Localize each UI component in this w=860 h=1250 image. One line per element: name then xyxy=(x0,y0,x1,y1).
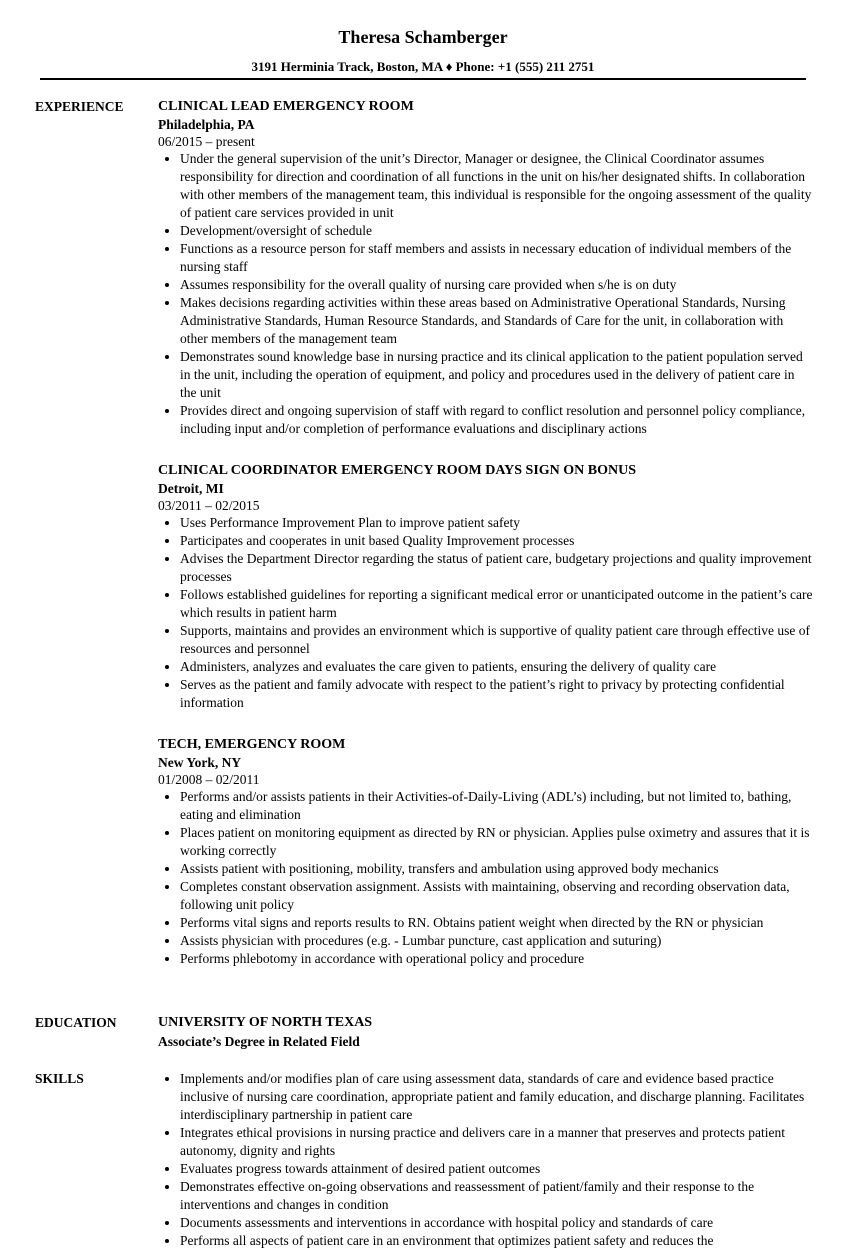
skill-bullet: • Integrates ethical provisions in nursing practice and delivers care in a manner that preserves and protects patient autonomy, dignity and rights xyxy=(180,1124,813,1160)
candidate-name: Theresa Schamberger xyxy=(338,27,508,47)
skill-bullet: • Demonstrates effective on-going observations and reassessment of patient/family and their response to the interventions and changes in condition xyxy=(180,1178,813,1214)
skill-bullet: • Evaluates progress towards attainment of desired patient outcomes xyxy=(180,1160,813,1178)
job-dates: 06/2015 – present xyxy=(158,134,255,149)
job-location: Philadelphia, PA xyxy=(158,117,255,132)
skills-entry xyxy=(158,1070,813,1250)
job-bullet: • Participates and cooperates in unit based Quality Improvement processes xyxy=(180,532,813,550)
job-location: Detroit, MI xyxy=(158,481,224,496)
job-title: TECH, EMERGENCY ROOM xyxy=(158,737,346,752)
skills-heading: SKILLS xyxy=(35,1071,84,1086)
education-heading: EDUCATION xyxy=(35,1015,117,1030)
job-entry xyxy=(158,736,813,968)
skill-bullet: • Implements and/or modifies plan of care using assessment data, standards of care and evidence based practice inclusive of nursing care coordination, appropriate patient and family education, and discharge planning. Facilitates interdisciplinary partnership in patient care xyxy=(180,1070,813,1124)
job-title: CLINICAL COORDINATOR EMERGENCY ROOM DAYS SIGN ON BONUS xyxy=(158,463,637,478)
job-bullet-list xyxy=(158,788,813,968)
job-entry xyxy=(158,462,813,712)
job-dates: 01/2008 – 02/2011 xyxy=(158,772,260,787)
job-bullet-list xyxy=(158,514,813,712)
experience-heading: EXPERIENCE xyxy=(35,99,124,114)
job-bullet: • Demonstrates sound knowledge base in nursing practice and its clinical application to the patient population served in the unit, including the operation of equipment, and policy and procedures used in the delivery of patient care in the unit xyxy=(180,348,813,402)
experience-list xyxy=(158,98,813,992)
job-bullet: • Assists patient with positioning, mobility, transfers and ambulation using approved body mechanics xyxy=(180,860,813,878)
skill-bullet: • Performs all aspects of patient care in an environment that optimizes patient safety and reduces the xyxy=(180,1232,813,1250)
degree-name: Associate’s Degree in Related Field xyxy=(158,1034,360,1049)
job-dates: 03/2011 – 02/2015 xyxy=(158,498,260,513)
job-bullet: • Completes constant observation assignment. Assists with maintaining, observing and recording observation data, following unit policy xyxy=(180,878,813,914)
job-bullet: • Makes decisions regarding activities within these areas based on Administrative Operational Standards, Nursing Administrative Standards, Human Resource Standards, and Standards of Care for the unit, in collaboration with other members of the management team xyxy=(180,294,813,348)
school-name: UNIVERSITY OF NORTH TEXAS xyxy=(158,1015,373,1030)
job-bullet: • Serves as the patient and family advocate with respect to the patient’s right to privacy by protecting confidential information xyxy=(180,676,813,712)
job-bullet: • Functions as a resource person for staff members and assists in necessary education of individual members of the nursing staff xyxy=(180,240,813,276)
job-location: New York, NY xyxy=(158,755,242,770)
job-bullet: • Follows established guidelines for reporting a significant medical error or unanticipated outcome in the patient’s care which results in patient harm xyxy=(180,586,813,622)
job-bullet: • Performs vital signs and reports results to RN. Obtains patient weight when directed by the RN or physician xyxy=(180,914,813,932)
job-bullet: • Assumes responsibility for the overall quality of nursing care provided when s/he is on duty xyxy=(180,276,813,294)
job-bullet: • Assists physician with procedures (e.g. - Lumbar puncture, cast application and suturing) xyxy=(180,932,813,950)
job-bullet: • Advises the Department Director regarding the status of patient care, budgetary projections and quality improvement processes xyxy=(180,550,813,586)
skill-bullet: • Documents assessments and interventions in accordance with hospital policy and standards of care xyxy=(180,1214,813,1232)
job-bullet: • Administers, analyzes and evaluates the care given to patients, ensuring the delivery of quality care xyxy=(180,658,813,676)
job-bullet: • Places patient on monitoring equipment as directed by RN or physician. Applies pulse oximetry and assures that it is working correctly xyxy=(180,824,813,860)
skills-bullet-list xyxy=(158,1070,813,1250)
job-bullet: • Uses Performance Improvement Plan to improve patient safety xyxy=(180,514,813,532)
job-bullet: • Development/oversight of schedule xyxy=(180,222,813,240)
contact-line: 3191 Herminia Track, Boston, MA ♦ Phone: +1 (555) 211 2751 xyxy=(251,59,595,74)
resume-header xyxy=(40,0,806,80)
job-bullet: • Performs and/or assists patients in their Activities-of-Daily-Living (ADL’s) including, but not limited to, bathing, eating and elimination xyxy=(180,788,813,824)
education-entry xyxy=(158,1014,813,1052)
job-bullet: • Provides direct and ongoing supervision of staff with regard to conflict resolution and personnel policy compliance, including input and/or completion of performance evaluations and disciplinary actions xyxy=(180,402,813,438)
job-title: CLINICAL LEAD EMERGENCY ROOM xyxy=(158,99,414,114)
job-bullet: • Performs phlebotomy in accordance with operational policy and procedure xyxy=(180,950,813,968)
job-entry xyxy=(158,98,813,438)
job-bullet-list xyxy=(158,150,813,438)
job-bullet: • Under the general supervision of the unit’s Director, Manager or designee, the Clinical Coordinator assumes responsibility for direction and coordination of all functions in the unit on his/her designated shifts. In collaboration with other members of the management team, this individual is responsible for the ongoing assessment of the quality of patient care services provided in unit xyxy=(180,150,813,222)
job-bullet: • Supports, maintains and provides an environment which is supportive of quality patient care through effective use of resources and personnel xyxy=(180,622,813,658)
